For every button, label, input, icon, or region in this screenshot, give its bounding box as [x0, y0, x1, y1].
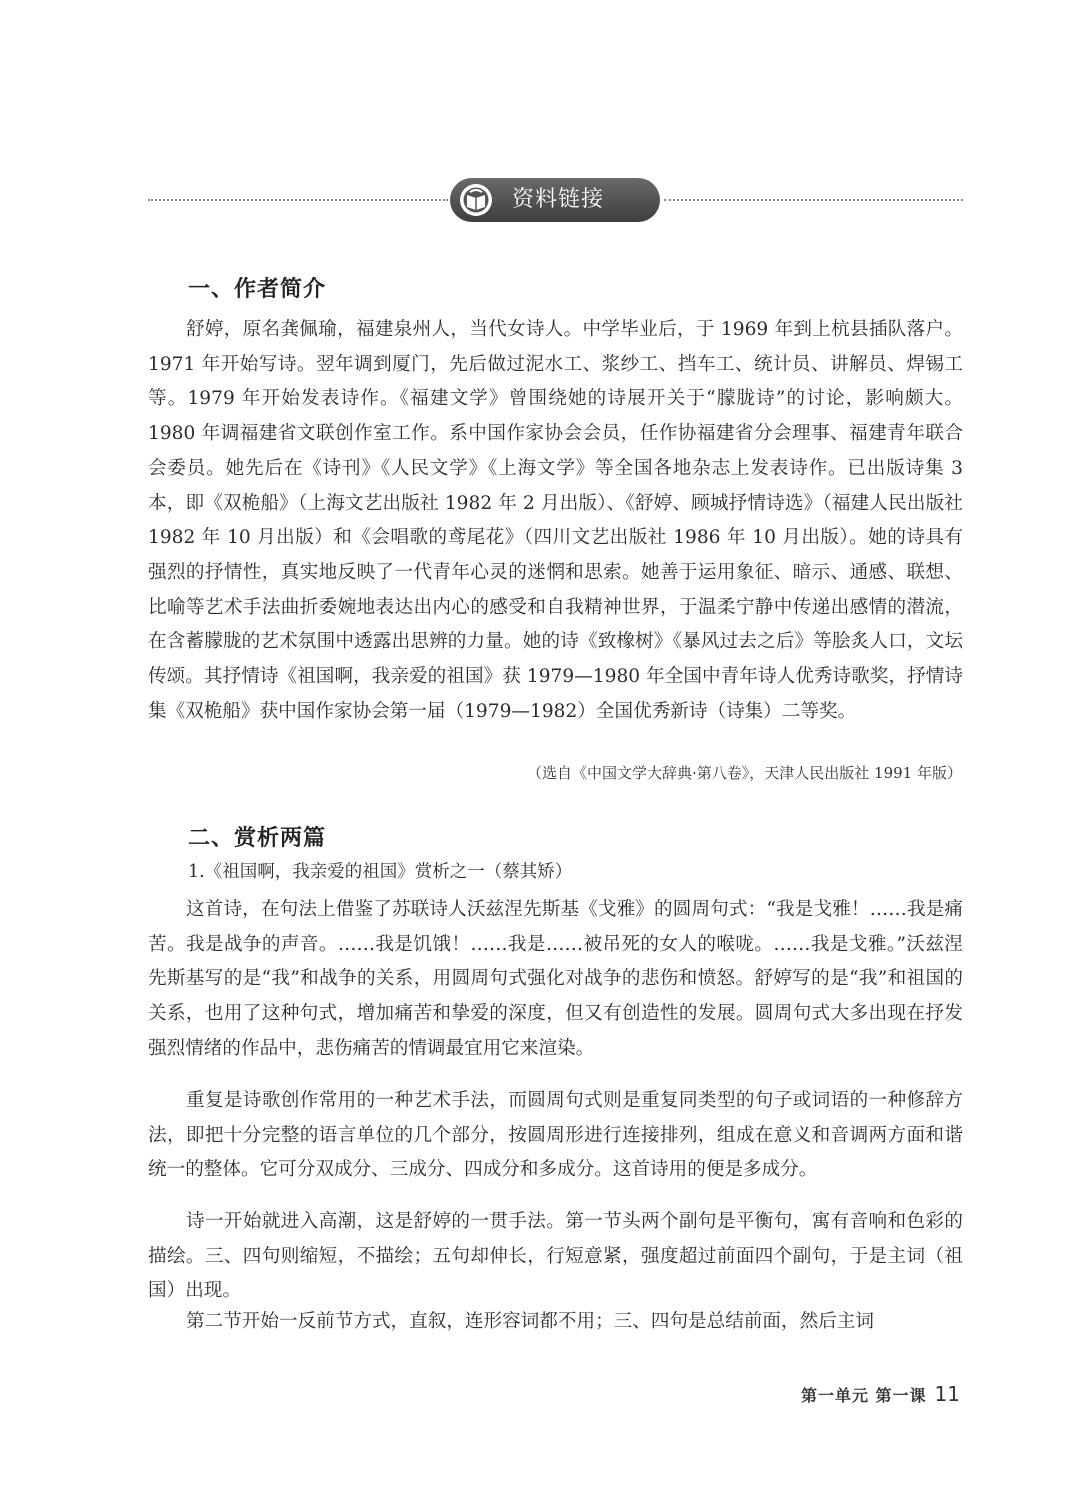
article-paragraph: 诗一开始就进入高潮，这是舒婷的一贯手法。第一节头两个副句是平衡句，寓有音响和色彩的描绘。三、四句则缩短，不描绘；五句却伸长，行短意紧，强度超过前面四个副句，于是主词（祖国）出现。: [148, 1211, 963, 1302]
author-bio-paragraph: 舒婷，原名龚佩瑜，福建泉州人，当代女诗人。中学毕业后，于 1969 年到上杭县插队落户。1971 年开始写诗。翌年调到厦门，先后做过泥水工、浆纱工、挡车工、统计员、讲解员、焊锡工等。1979 年开始发表诗作。《福建文学》曾围绕她的诗展开关于“朦胧诗”的讨论，影响颇大。1980 年调福建省文联创作室工作。系中国作家协会会员，任作协福建省分会理事、福建青年联合会委员。她先后在《诗刊》《人民文学》《上海文学》等全国各地杂志上发表诗作。已出版诗集 3 本，即《双桅船》（上海文艺出版社 1982 年 2 月出版）、《舒婷、顾城抒情诗选》（福建人民出版社 1982 年 10 月出版）和《会唱歌的鸢尾花》（四川文艺出版社 1986 年 10 月出版）。她的诗具有强烈的抒情性，真实地反映了一代青年心灵的迷惘和思索。她善于运用象征、暗示、通感、联想、比喻等艺术手法曲折委婉地表达出内心的感受和自我精神世界，于温柔宁静中传递出感情的潜流，在含蓄朦胧的艺术氛围中透露出思辨的力量。她的诗《致橡树》《暴风过去之后》等脍炙人口，文坛传颂。其抒情诗《祖国啊，我亲爱的祖国》获 1979—1980 年全国中青年诗人优秀诗歌奖，抒情诗集《双桅船》获中国作家协会第一届（1979—1982）全国优秀新诗（诗集）二等奖。: [148, 319, 963, 722]
dotted-rule-right: [664, 199, 963, 201]
article-paragraph: 重复是诗歌创作常用的一种艺术手法，而圆周句式则是重复同类型的句子或词语的一种修辞方法，即把十分完整的语言单位的几个部分，按圆周形进行连接排列，组成在意义和音调两方面和谐统一的整体。它可分双成分、三成分、四成分和多成分。这首诗用的便是多成分。: [148, 1090, 963, 1181]
section-title-appreciation: 二、赏析两篇: [188, 826, 327, 851]
article-paragraph: 第二节开始一反前节方式，直叙，连形容词都不用；三、四句是总结前面，然后主词: [186, 1311, 874, 1332]
unit-label: 第一单元 第一课: [800, 1386, 927, 1405]
dotted-rule-left: [148, 199, 448, 201]
section-banner: [148, 178, 963, 222]
article-paragraph: 这首诗，在句法上借鉴了苏联诗人沃兹涅先斯基《戈雅》的圆周句式：“我是戈雅！……我是痛苦。我是战争的声音。……我是饥饿！……我是……被吊死的女人的喉咙。……我是戈雅。”沃兹涅先斯基写的是“我”和战争的关系，用圆周句式强化对战争的悲伤和愤怒。舒婷写的是“我”和祖国的关系，也用了这种句式，增加痛苦和挚爱的深度，但又有创造性的发展。圆周句式大多出现在抒发强烈情绪的作品中，悲伤痛苦的情调最宜用它来渲染。: [148, 899, 963, 1059]
article-title: 1.《祖国啊，我亲爱的祖国》赏析之一（蔡其矫）: [188, 862, 573, 882]
page-number: 11: [934, 1382, 960, 1406]
banner-pill: [450, 178, 660, 222]
source-citation: （选自《中国文学大辞典·第八卷》，天津人民出版社 1991 年版）: [527, 764, 962, 782]
book-link-icon: [458, 182, 494, 218]
page-footer: [801, 1382, 960, 1406]
banner-label: 资料链接: [512, 187, 605, 212]
section-title-author-intro: 一、作者简介: [188, 277, 327, 302]
